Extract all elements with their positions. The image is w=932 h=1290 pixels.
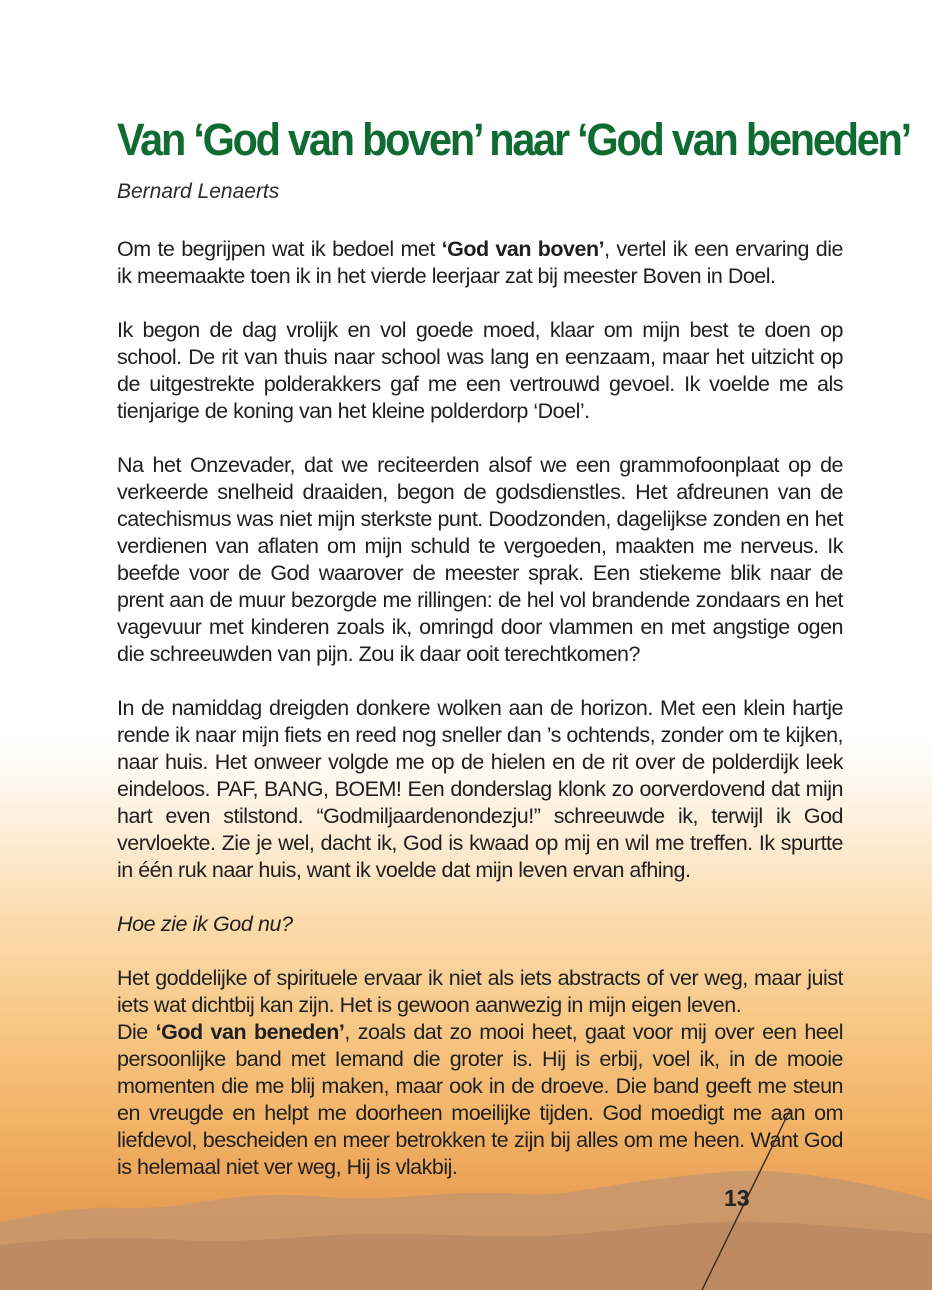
article-title: Van ‘God van boven’ naar ‘God van beneden’ [117, 114, 910, 165]
bold-phrase-god-van-beneden: ‘God van beneden’ [155, 1020, 345, 1044]
paragraph-thunderstorm: In de namiddag dreigden donkere wolken aan de horizon. Met een klein hartje rende ik naar mijn fiets en reed nog sneller dan ’s ochtends, zonder om te kijken, naar huis. Het onweer volgde me op de hielen en de rit over de polderdijk leek eindeloos. PAF, BANG, BOEM! Een donderslag klonk zo oorverdovend dat mijn hart even stilstond. “Godmiljaardenondezju!” schreeuwde ik, terwijl ik God vervloekte. Zie je wel, dacht ik, God is kwaad op mij en wil me treffen. Ik spurtte in één ruk naar huis, want ik voelde dat mijn leven ervan afhing. [117, 696, 843, 882]
paragraph-spiritual: Het goddelijke of spirituele ervaar ik niet als iets abstracts of ver weg, maar juist iets wat dichtbij kan zijn. Het is gewoon aanwezig in mijn eigen leven. [117, 966, 843, 1017]
article [117, 108, 910, 1181]
paragraph-morning: Ik begon de dag vrolijk en vol goede moed, klaar om mijn best te doen op school. De rit van thuis naar school was lang en eenzaam, maar het uitzicht op de uitgestrekte polderakkers gaf me een vertrouwd gevoel. Ik voelde me als tienjarige de koning van het kleine polderdorp ‘Doel’. [117, 318, 843, 423]
paragraph-intro: Om te begrijpen wat ik bedoel met ‘God van boven’, vertel ik een ervaring die ik meemaakte toen ik in het vierde leerjaar zat bij meester Boven in Doel. [117, 237, 843, 288]
paragraph-god-van-beneden: Die ‘God van beneden’, zoals dat zo mooi heet, gaat voor mij over een heel persoonlijke band met Iemand die groter is. Hij is erbij, voel ik, in de mooie momenten die me blij maken, maar ook in de droeve. Die band geeft me steun en vreugde en helpt me doorheen moeilijke tijden. God moedigt me aan om liefdevol, bescheiden en meer betrokken te zijn bij alles om me heen. Want God is helemaal niet ver weg, Hij is vlakbij. [117, 1020, 843, 1179]
page-number: 13 [724, 1185, 750, 1211]
author-name: Bernard Lenaerts [117, 180, 280, 203]
bold-phrase-god-van-boven: ‘God van boven’ [441, 237, 605, 261]
section-question: Hoe zie ik God nu? [117, 912, 293, 936]
paragraph-religion-class: Na het Onzevader, dat we reciteerden alsof we een grammofoonplaat op de verkeerde snelheid draaiden, begon de godsdienstles. Het afdreunen van de catechismus was niet mijn sterkste punt. Doodzonden, dagelijkse zonden en het verdienen van aflaten om mijn schuld te vergoeden, maakten me nerveus. Ik beefde voor de God waarover de meester sprak. Een stiekeme blik naar de prent aan de muur bezorgde me rillingen: de hel vol brandende zondaars en het vagevuur met kinderen zoals ik, omringd door vlammen en met angstige ogen die schreeuwden van pijn. Zou ik daar ooit terechtkomen? [117, 453, 843, 666]
